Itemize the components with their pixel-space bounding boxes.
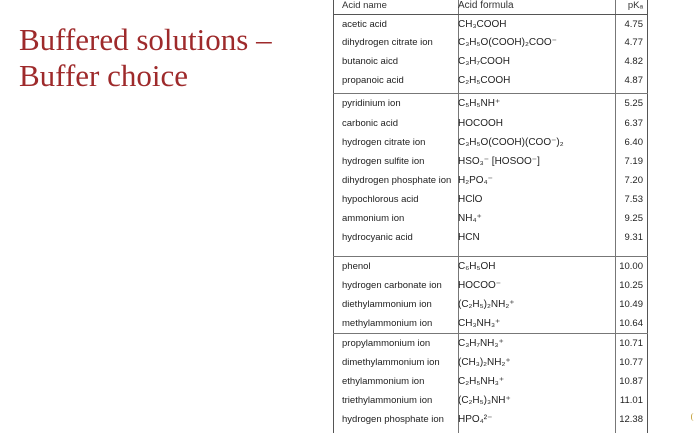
acid-name-cell: hydrogen phosphate ion	[342, 414, 444, 425]
corner-mark	[691, 413, 698, 421]
pka-cell: 10.71	[619, 338, 643, 349]
acid-name-cell: dihydrogen phosphate ion	[342, 175, 452, 186]
acid-name-cell: dihydrogen citrate ion	[342, 37, 433, 48]
table-row	[333, 315, 648, 333]
pka-cell: 10.64	[619, 318, 643, 329]
table-row	[333, 191, 648, 209]
acid-formula-cell: C₂H₅NH₃⁺	[458, 376, 505, 387]
acid-formula-cell: CH₃COOH	[458, 19, 507, 30]
pka-cell: 9.25	[624, 213, 643, 224]
acid-formula-cell: H₂PO₄⁻	[458, 175, 493, 186]
pka-cell: 7.53	[624, 194, 643, 205]
table-row	[333, 153, 648, 171]
table-row	[333, 335, 648, 353]
pka-cell: 9.31	[624, 232, 643, 243]
acid-formula-cell: C₃H₇NH₃⁺	[458, 338, 504, 349]
acid-formula-cell: C₆H₅OH	[458, 261, 496, 272]
acid-formula-cell: C₅H₅NH⁺	[458, 98, 501, 109]
table-row	[333, 229, 648, 247]
pka-cell: 4.87	[624, 75, 643, 86]
acid-name-cell: dimethylammonium ion	[342, 357, 440, 368]
pka-cell: 10.49	[619, 299, 643, 310]
header-acid-name: Acid name	[342, 0, 387, 11]
acid-formula-cell: C₃H₅O(COOH)(COO⁻)₂	[458, 137, 564, 148]
table-row	[333, 411, 648, 429]
acid-name-cell: ethylammonium ion	[342, 376, 425, 387]
pka-cell: 6.40	[624, 137, 643, 148]
group-divider	[333, 93, 648, 94]
pka-cell: 11.01	[619, 395, 643, 406]
acid-formula-cell: (C₂H₅)₂NH₂⁺	[458, 299, 515, 310]
pka-cell: 5.25	[624, 98, 643, 109]
slide-title-line-1: Buffered solutions –	[19, 22, 272, 57]
table-row	[333, 392, 648, 410]
pka-cell: 7.20	[624, 175, 643, 186]
table-row	[333, 210, 648, 228]
acid-formula-cell: C₃H₅O(COOH)₂COO⁻	[458, 37, 557, 48]
pka-cell: 4.82	[624, 56, 643, 67]
table-header-row	[333, 0, 648, 15]
acid-formula-cell: NH₄⁺	[458, 213, 482, 224]
acid-formula-cell: (CH₃)₂NH₂⁺	[458, 357, 511, 368]
acid-name-cell: hydrocyanic acid	[342, 232, 413, 243]
acid-name-cell: hydrogen carbonate ion	[342, 280, 442, 291]
acid-name-cell: hydrogen citrate ion	[342, 137, 426, 148]
acid-formula-cell: (C₂H₅)₃NH⁺	[458, 395, 511, 406]
acid-name-cell: methylammonium ion	[342, 318, 433, 329]
table-row	[333, 172, 648, 190]
header-pka: pKₐ	[627, 0, 643, 11]
group-divider	[333, 333, 648, 334]
table-row	[333, 115, 648, 133]
acid-formula-cell: HClO	[458, 194, 483, 205]
acid-name-cell: propylammonium ion	[342, 338, 431, 349]
acid-name-cell: pyridinium ion	[342, 98, 401, 109]
acid-name-cell: acetic acid	[342, 19, 387, 30]
slide-title-line-2: Buffer choice	[19, 58, 188, 93]
table-row	[333, 258, 648, 276]
acid-formula-cell: CH₃NH₃⁺	[458, 318, 501, 329]
pka-cell: 10.87	[619, 376, 643, 387]
table-row	[333, 373, 648, 391]
table-row	[333, 277, 648, 295]
header-acid-formula: Acid formula	[458, 0, 514, 11]
acid-formula-cell: HSO₃⁻ [HOSOO⁻]	[458, 156, 540, 167]
pka-cell: 7.19	[624, 156, 643, 167]
table-row	[333, 296, 648, 314]
acid-name-cell: propanoic acid	[342, 75, 404, 86]
acid-name-cell: hydrogen sulfite ion	[342, 156, 425, 167]
pka-cell: 10.77	[619, 357, 643, 368]
group-divider	[333, 256, 648, 257]
table-row	[333, 16, 648, 34]
table-row	[333, 134, 648, 152]
acid-formula-cell: HOCOOH	[458, 118, 503, 129]
pka-cell: 6.37	[624, 118, 643, 129]
header-divider	[333, 14, 648, 15]
acid-name-cell: phenol	[342, 261, 371, 272]
acid-name-cell: diethylammonium ion	[342, 299, 432, 310]
acid-name-cell: carbonic acid	[342, 118, 398, 129]
pka-cell: 4.77	[624, 37, 643, 48]
table-row	[333, 53, 648, 71]
acid-name-cell: triethylammonium ion	[342, 395, 433, 406]
table-row	[333, 354, 648, 372]
table-row	[333, 95, 648, 113]
pka-cell: 10.00	[619, 261, 643, 272]
slide-title	[19, 22, 319, 94]
acid-name-cell: ammonium ion	[342, 213, 405, 224]
pka-cell: 10.25	[619, 280, 643, 291]
table-row	[333, 34, 648, 52]
acid-name-cell: butanoic aicd	[342, 56, 398, 67]
acid-formula-cell: HOCOO⁻	[458, 280, 502, 291]
pka-cell: 4.75	[624, 19, 643, 30]
acid-formula-cell: C₂H₅COOH	[458, 75, 511, 86]
pka-cell: 12.38	[619, 414, 643, 425]
acid-formula-cell: C₃H₇COOH	[458, 56, 510, 67]
acid-name-cell: hypochlorous acid	[342, 194, 419, 205]
acid-formula-cell: HPO₄²⁻	[458, 414, 493, 425]
table-row	[333, 72, 648, 90]
acid-formula-cell: HCN	[458, 232, 480, 243]
